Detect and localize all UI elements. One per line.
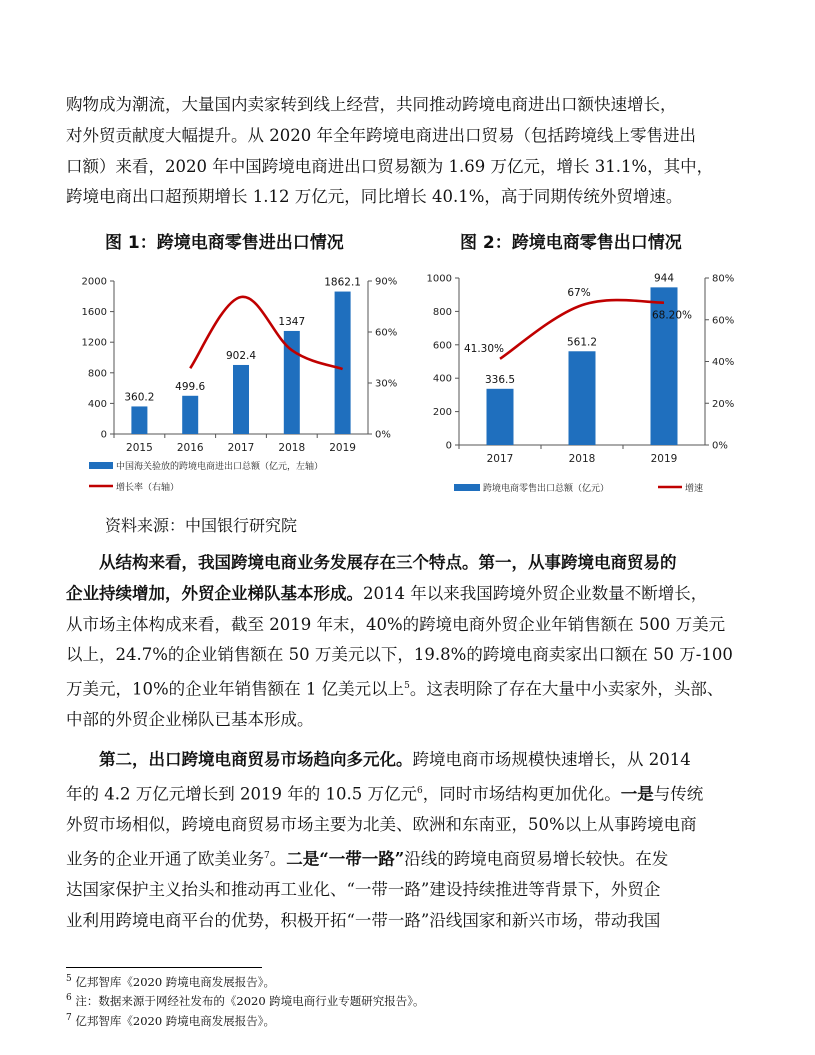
source-note: 资料来源：中国银行研究院: [105, 516, 298, 535]
x-tick-label: 2019: [329, 442, 356, 454]
footnote-6: $^6$ 注：数据来源于网经社发布的《2020 跨境电商行业专题研究报告》。: [66, 993, 425, 1009]
text-line: 外贸市场相似，跨境电商贸易市场主要为北美、欧洲和东南亚，50%以上从事跨境电商: [66, 815, 697, 835]
bar: [569, 351, 596, 445]
chart-1: [76, 262, 406, 502]
paragraph-3: [66, 745, 749, 937]
bold-text: 企业持续增加，外贸企业梯队基本形成。: [66, 583, 363, 603]
text-line: 业务的企业开通了欧美业务: [66, 849, 264, 869]
text-line: 中部的外贸企业梯队已基本形成。: [66, 710, 314, 730]
text-line: 沿线的跨境电商贸易增长较快。在发: [404, 849, 669, 869]
growth-line: [190, 297, 342, 369]
text-line: 跨境电商市场规模快速增长，从 2014: [412, 750, 691, 769]
text-line: 与传统: [653, 784, 704, 804]
legend-line-label: 增速: [685, 484, 704, 494]
legend-bar-swatch: [89, 462, 113, 469]
footnote-ref-7[interactable]: 7: [264, 850, 270, 861]
y-tick-label: 800: [432, 306, 452, 318]
bold-text: 一是: [620, 784, 654, 804]
text-line: 。这表明除了存在大量中小卖家外，头部、: [409, 679, 724, 699]
y2-tick-label: 30%: [375, 378, 398, 390]
bar: [131, 406, 147, 434]
bar: [182, 396, 198, 434]
line-value-label: 67%: [567, 287, 591, 300]
y2-tick-label: 0%: [712, 440, 728, 452]
y-tick-label: 1600: [81, 307, 107, 319]
paragraph-1: [66, 90, 749, 213]
footnote-7: $^7$ 亿邦智库《2020 跨境电商发展报告》。: [66, 1012, 276, 1028]
y-tick-label: 200: [432, 407, 452, 419]
y-tick-label: 400: [87, 398, 107, 410]
bar-value-label: 499.6: [175, 380, 206, 393]
bar-value-label: 944: [653, 272, 675, 285]
bar-value-label: 336.5: [484, 373, 516, 386]
x-tick-label: 2018: [568, 453, 596, 465]
bold-text: 第二，出口跨境电商贸易市场趋向多元化。: [99, 750, 413, 769]
text-line: 业利用跨境电商平台的优势，积极开拓“一带一路”沿线国家和新兴市场，带动我国: [66, 910, 661, 930]
y-tick-label: 1200: [81, 337, 107, 349]
text-line: ，同时市场结构更加优化。: [422, 784, 621, 804]
text-line: 年的 4.2 万亿元增长到 2019 年的 10.5 万亿元: [66, 784, 417, 804]
y2-tick-label: 20%: [712, 398, 735, 410]
legend-bar-swatch: [454, 484, 480, 491]
legend-line-label: 增长率（右轴）: [116, 483, 180, 493]
y2-tick-label: 60%: [375, 327, 398, 339]
figure-1-title: 图 1：跨境电商零售进出口情况: [105, 233, 344, 253]
bar: [335, 292, 351, 434]
x-tick-label: 2015: [126, 442, 153, 454]
text-line: 对外贸贡献度大幅提升。从 2020 年全年跨境电商进出口贸易（包括跨境线上零售进出: [66, 125, 696, 145]
text-line: 口额）来看，2020 年中国跨境电商进出口贸易额为 1.69 万亿元，增长 31.1%，其中，: [66, 156, 714, 176]
footnote-ref-6[interactable]: 6: [416, 785, 423, 796]
text-line: 达国家保护主义抬头和推动再工业化、“一带一路”建设持续推进等背景下，外贸企: [66, 880, 661, 900]
y-tick-label: 400: [432, 373, 452, 385]
text-line: 跨境电商出口超预期增长 1.12 万亿元，同比增长 40.1%，高于同期传统外贸增速。: [66, 187, 683, 207]
footnote-ref-5[interactable]: 5: [404, 681, 410, 692]
bold-text: 二是“一带一路”: [286, 849, 405, 869]
x-tick-label: 2017: [227, 442, 255, 454]
bar-value-label: 1347: [278, 315, 306, 328]
chart-2: [420, 262, 750, 502]
y-tick-label: 1000: [426, 273, 452, 285]
text-line: 2014 年以来我国跨境外贸企业数量不断增长，: [363, 583, 708, 603]
text-line: 从市场主体构成来看，截至 2019 年末，40%的跨境电商外贸企业年销售额在 500 万美元: [66, 614, 726, 634]
x-tick-label: 2016: [176, 442, 204, 454]
y2-tick-label: 90%: [375, 276, 398, 288]
bold-text: 从结构来看，我国跨境电商业务发展存在三个特点。第一，从事跨境电商贸易的: [99, 553, 677, 572]
y-tick-label: 0: [100, 429, 107, 441]
figure-2-title: 图 2：跨境电商零售出口情况: [460, 233, 682, 253]
text-line: 万美元，10%的企业年销售额在 1 亿美元以上: [66, 679, 405, 699]
footnote-5: $^5$ 亿邦智库《2020 跨境电商发展报告》。: [66, 974, 276, 989]
text-line: 。: [269, 849, 287, 869]
bar-value-label: 360.2: [124, 391, 155, 404]
bar: [233, 365, 249, 434]
y-tick-label: 2000: [81, 276, 107, 288]
footnotes: [66, 971, 425, 1029]
growth-line: [500, 300, 664, 359]
text-line: 购物成为潮流，大量国内卖家转到线上经营，共同推动跨境电商进出口额快速增长，: [66, 95, 677, 114]
y-tick-label: 0: [445, 440, 452, 452]
x-tick-label: 2017: [486, 453, 514, 465]
paragraph-2: [66, 548, 749, 736]
legend-bar-label: 中国海关验放的跨境电商进出口总额（亿元，左轴）: [116, 462, 324, 472]
bar-value-label: 561.2: [566, 336, 598, 349]
y2-tick-label: 40%: [712, 357, 735, 368]
y2-tick-label: 80%: [712, 273, 735, 285]
y-tick-label: 600: [432, 340, 452, 352]
text-line: 以上，24.7%的企业销售额在 50 万美元以下，19.8%的跨境电商卖家出口额在 50 万-100: [66, 645, 733, 665]
footnote-divider: [66, 967, 262, 968]
legend-bar-label: 跨境电商零售出口总额（亿元）: [483, 484, 610, 494]
y2-tick-label: 60%: [712, 315, 735, 327]
x-tick-label: 2018: [278, 442, 306, 454]
x-tick-label: 2019: [650, 453, 678, 465]
line-value-label: 41.30%: [463, 342, 505, 355]
bar-value-label: 902.4: [225, 349, 257, 362]
bar-value-label: 1862.1: [324, 276, 361, 289]
y-tick-label: 800: [87, 368, 107, 380]
line-value-label: 68.20%: [651, 309, 693, 322]
y2-tick-label: 0%: [375, 429, 391, 441]
bar: [487, 389, 514, 445]
